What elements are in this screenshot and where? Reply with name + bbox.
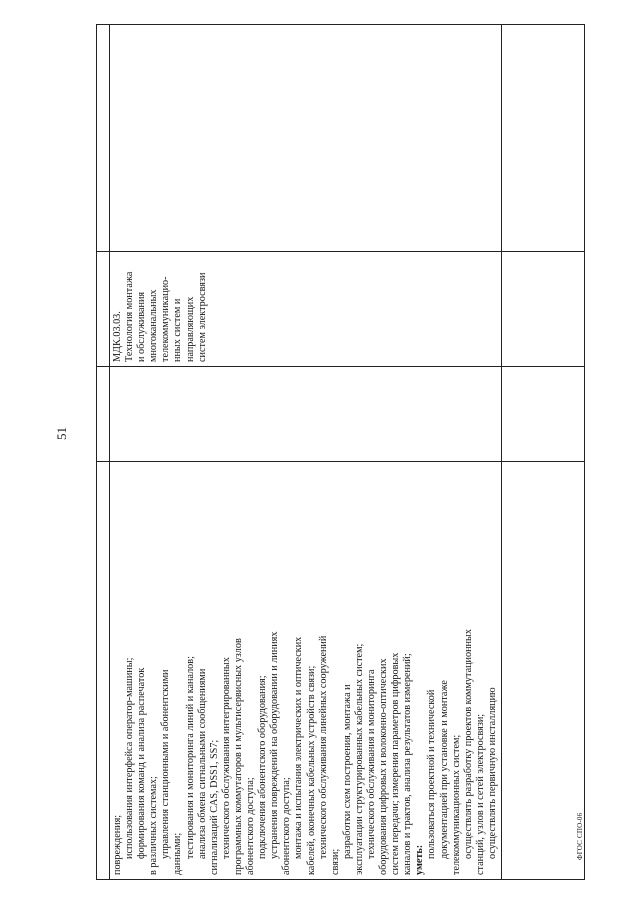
competency-line: устранения повреждений на оборудовании и линиях [269, 631, 281, 859]
page-number: 51 [54, 427, 69, 440]
mdk-line: направляющих [184, 296, 196, 362]
competency-cell [110, 462, 502, 880]
table-cell [97, 462, 110, 880]
table-cell [97, 25, 110, 252]
competency-line: технического обслуживания и мониторинга [365, 669, 377, 859]
competency-line: технического обслуживания линейных сооружений [317, 635, 329, 859]
competency-line: использования интерфейса оператор-машины; [124, 657, 136, 859]
competency-line: монтажа и испытания электрических и оптических [293, 636, 305, 859]
mdk-line: многоканальных [148, 289, 160, 362]
table-cell [502, 367, 585, 462]
mdk-line: систем электросвязи [196, 272, 208, 362]
competency-line: абонентского доступа; [281, 777, 293, 875]
competency-list [112, 466, 499, 875]
competency-line: формирования команд и анализа распечаток [136, 667, 148, 859]
competency-line: анализа обмена сигнальными сообщениями [196, 668, 208, 859]
rotated-table-container [96, 25, 582, 880]
competency-line: повреждения; [112, 814, 123, 875]
table-cell [502, 25, 585, 252]
competency-line: сигнализаций CAS, DSS1, SS7; [208, 739, 220, 875]
competency-line: оборудования цифровых и волоконно-оптических [378, 658, 390, 875]
competency-line: осуществлять первичную инсталляцию [486, 687, 498, 859]
mdk-list [112, 256, 209, 362]
table-cell [502, 462, 585, 880]
competency-line: эксплуатации структурированных кабельных систем; [353, 643, 365, 875]
competency-line: телекоммуникационных систем; [450, 734, 462, 875]
competency-line: управления станционными и абонентскими [160, 669, 172, 859]
mdk-line: Технология монтажа [124, 271, 136, 362]
competency-line: каналов и трактов, анализа результатов измерений; [402, 653, 414, 875]
mdk-line: и обслуживания [136, 291, 148, 362]
competency-line: абонентского доступа; [245, 777, 257, 875]
competency-line: станций, узлов и сетей электросвязи; [474, 713, 486, 875]
competency-line: связи; [329, 848, 341, 875]
competency-line: кабелей, оконечных кабельных устройств связи; [305, 665, 317, 875]
competency-line: уметь: [414, 844, 426, 875]
competency-line: разработки схем построения, монтажа и [341, 684, 353, 859]
mdk-line: МДК.03.03. [112, 311, 123, 362]
table-header-strip [97, 25, 110, 880]
table-cell [97, 367, 110, 462]
mdk-line: нных систем и [172, 298, 184, 362]
competency-line: данными; [172, 832, 184, 875]
competency-line: пользоваться проектной и технической [426, 689, 438, 859]
competency-line: документацией при установке и монтаже [438, 680, 450, 859]
table-row [502, 25, 585, 880]
competency-line: программных коммутаторов и мультисервисных узлов [232, 638, 244, 875]
competency-line: технического обслуживания интегрированных [220, 657, 232, 859]
competency-line: тестирования и мониторинга линий и каналов; [184, 656, 196, 859]
competency-line: подключения абонентского оборудования; [257, 675, 269, 859]
competency-line: систем передачи; измерения параметров цифровых [390, 652, 402, 875]
table-row [110, 25, 502, 880]
footer-code: ФГОС СПО-06 [576, 812, 584, 860]
table-cell [502, 252, 585, 367]
mdk-cell [110, 252, 502, 367]
codes-cell [110, 25, 502, 252]
competency-line: в различных системах; [148, 776, 160, 875]
curriculum-table [96, 24, 585, 880]
competency-line: осуществлять разработку проектов коммутационных [462, 629, 474, 859]
hours-cell [110, 367, 502, 462]
mdk-line: телекоммуникацио- [160, 276, 172, 362]
table-cell [97, 252, 110, 367]
